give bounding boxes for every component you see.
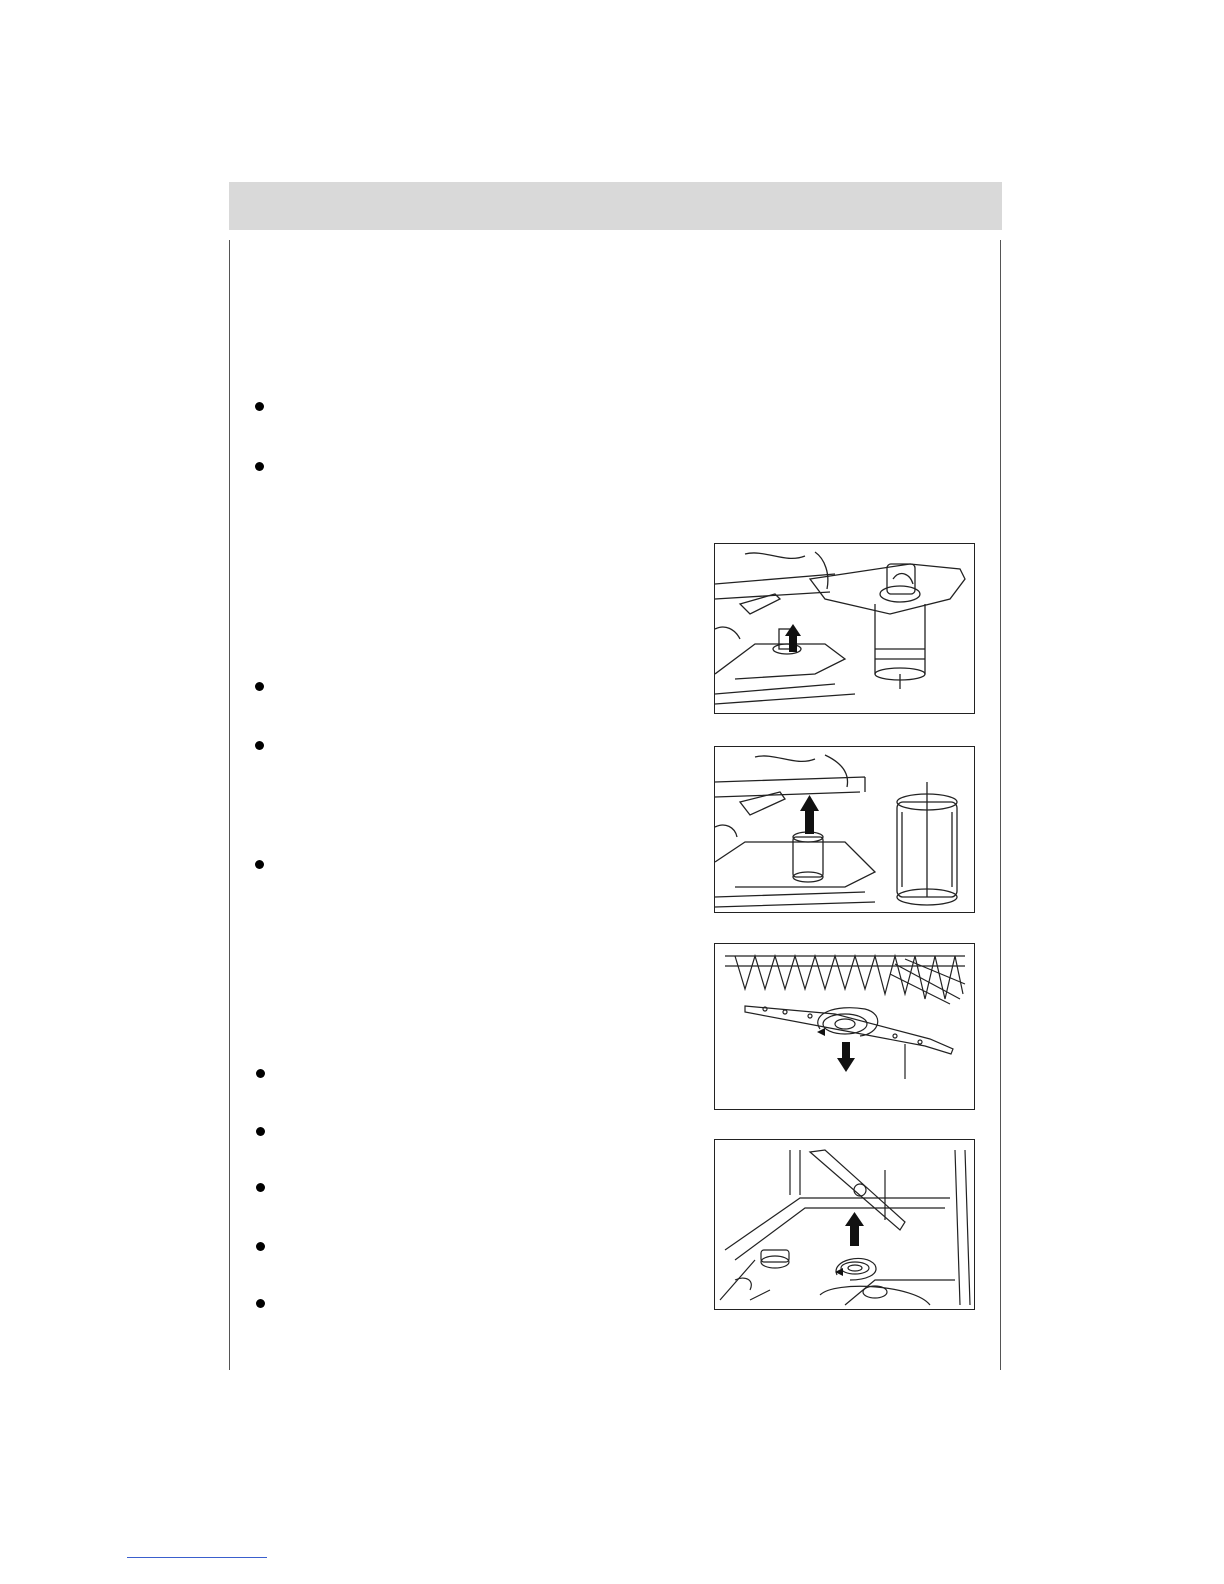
bullet-2 <box>255 462 264 471</box>
figure-upper-spray-arm <box>714 943 975 1110</box>
bullet-9 <box>256 1242 265 1251</box>
bullet-5 <box>255 860 264 869</box>
bullet-3 <box>255 682 264 691</box>
bullet-6 <box>256 1069 265 1078</box>
left-margin-rule <box>229 240 230 1370</box>
section-header-bar <box>229 182 1002 230</box>
bullet-1 <box>255 402 264 411</box>
upper-spray-arm-illustration <box>715 944 974 1109</box>
filter-removal-illustration <box>715 544 974 713</box>
figure-microfilter-removal <box>714 746 975 913</box>
lower-spray-arm-illustration <box>715 1140 974 1309</box>
bullet-4 <box>255 741 264 750</box>
bullet-10 <box>256 1299 265 1308</box>
right-margin-rule <box>1000 240 1001 1370</box>
figure-lower-spray-arm <box>714 1139 975 1310</box>
microfilter-removal-illustration <box>715 747 974 912</box>
bullet-7 <box>256 1127 265 1136</box>
figure-filter-removal <box>714 543 975 714</box>
bullet-8 <box>256 1183 265 1192</box>
footer-link-underline[interactable] <box>127 1557 267 1558</box>
